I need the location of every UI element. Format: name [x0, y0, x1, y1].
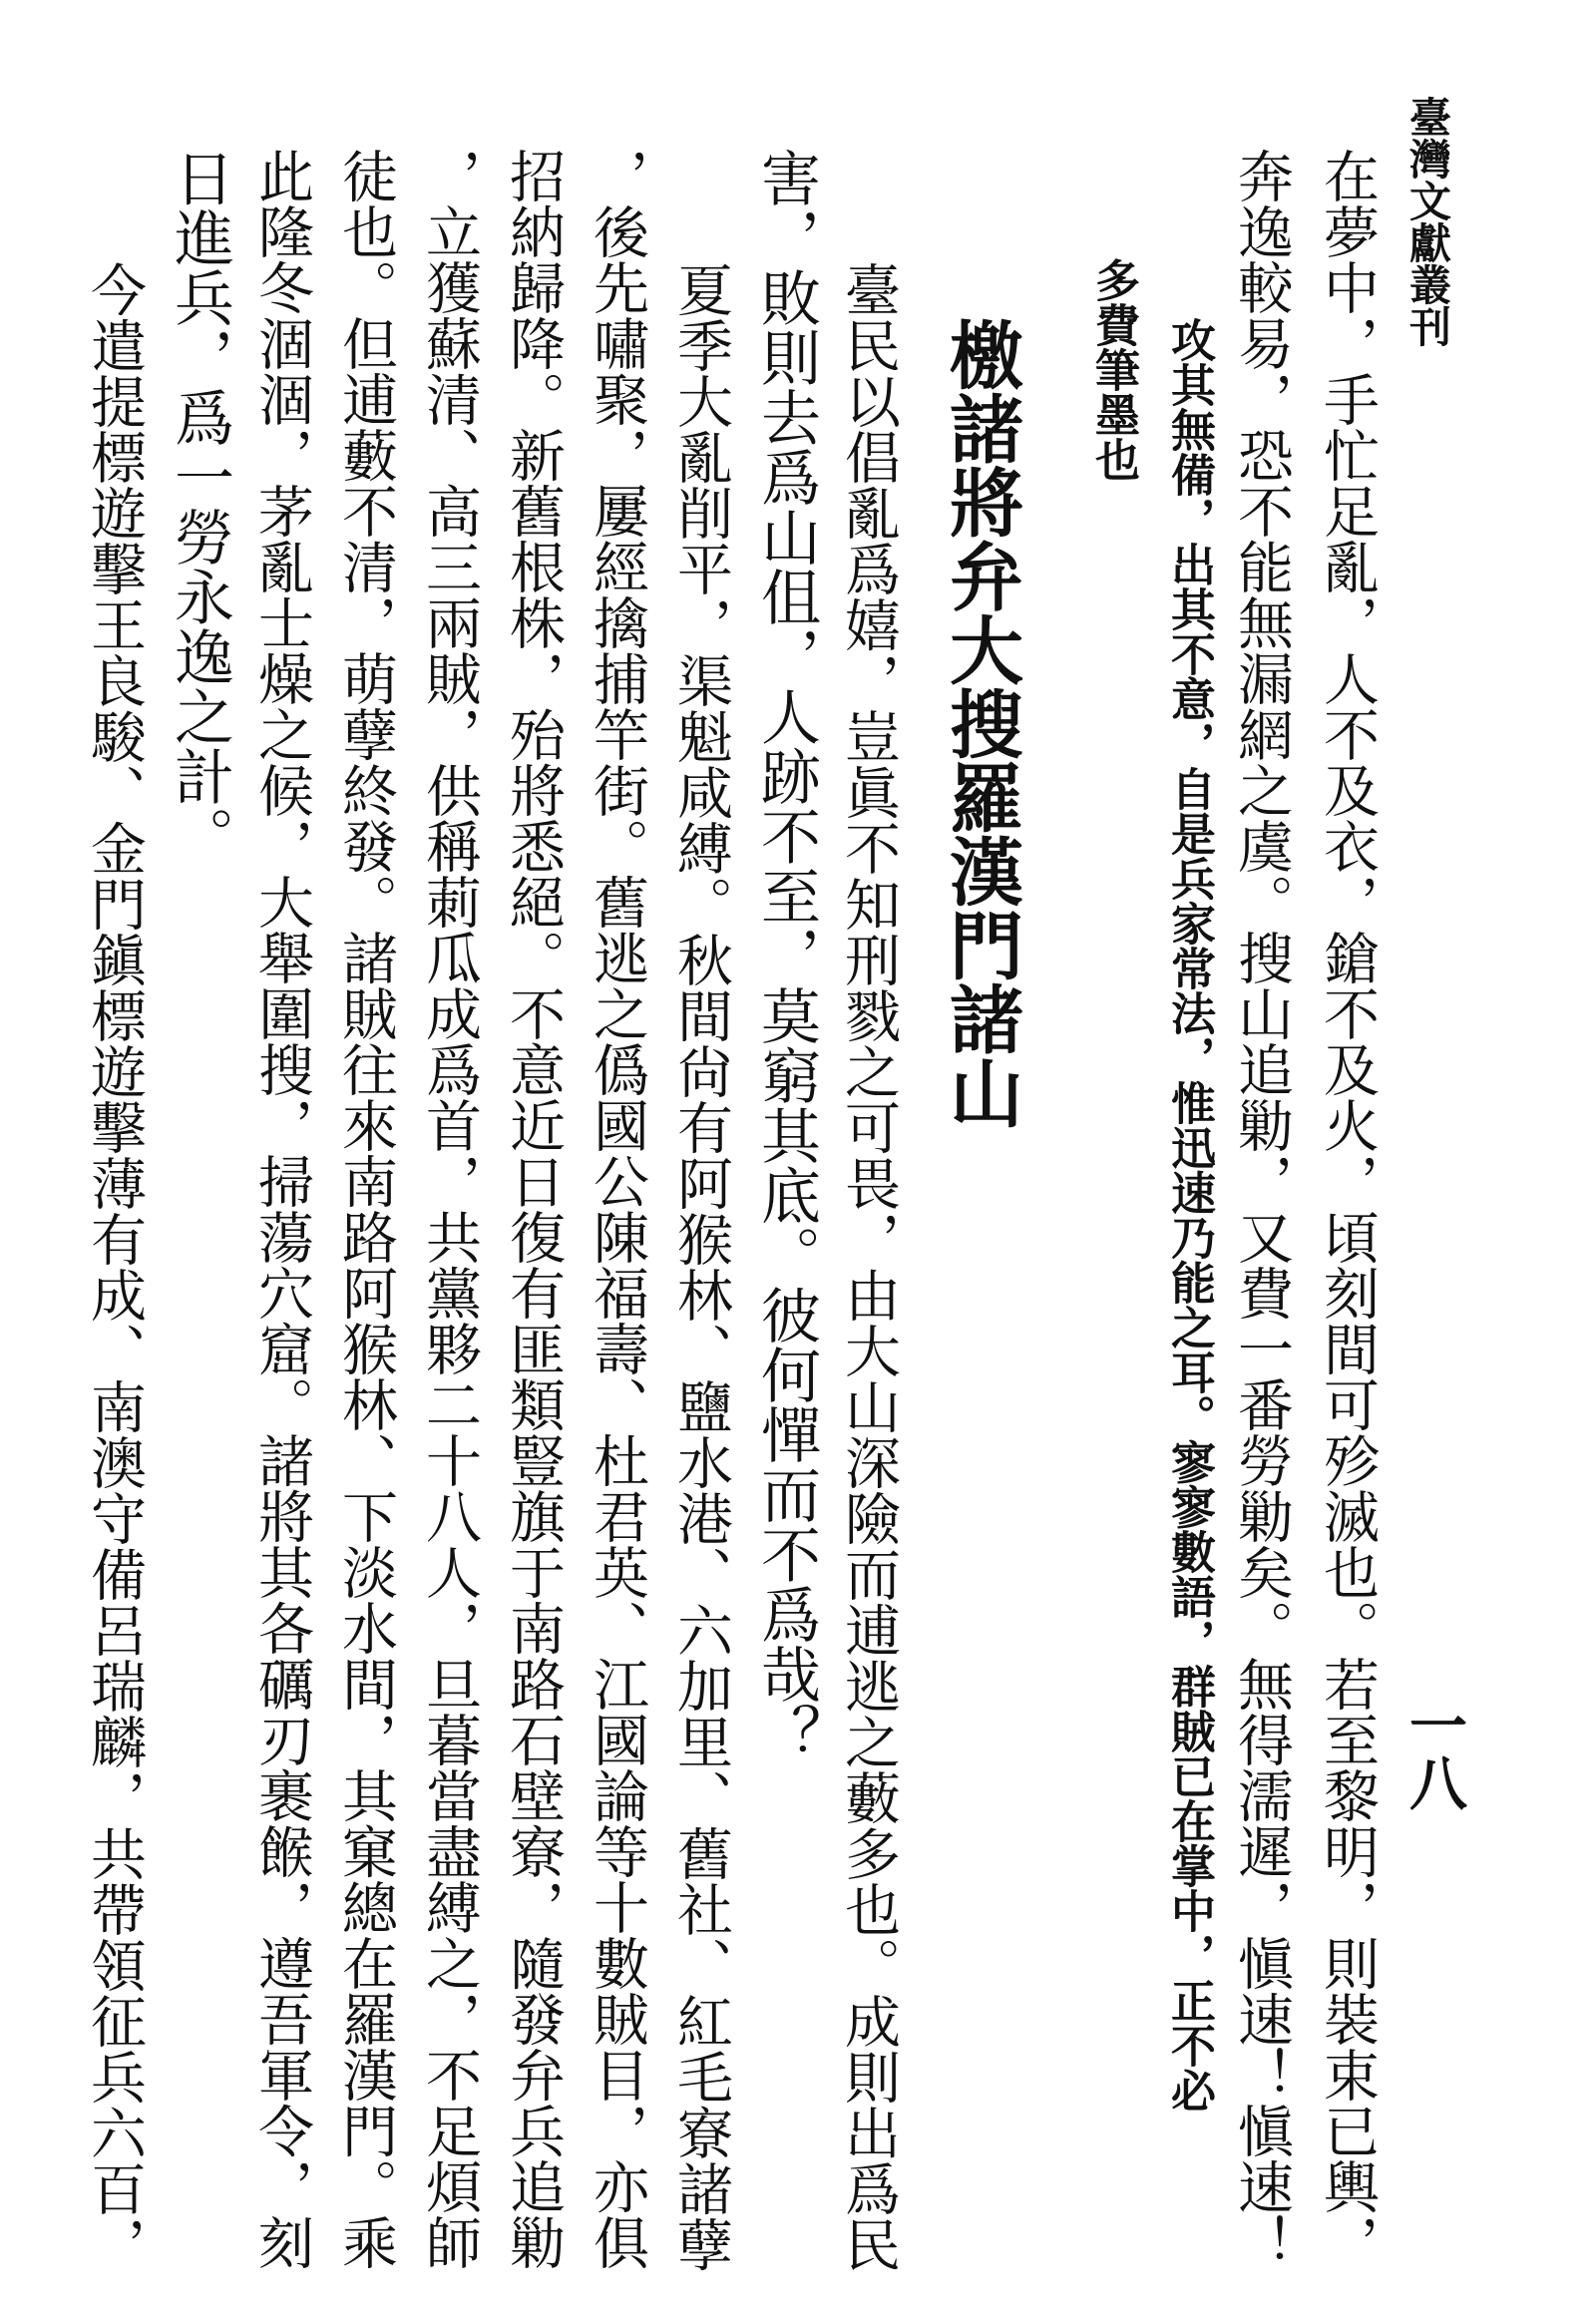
text-column: 此隆冬涸涸，茅亂士燥之候，大舉圍搜，掃蕩穴窟。諸將其各礪刃裹餱，遵吾軍令，刻 [249, 148, 314, 2270]
text-column: 招納歸降。新舊根株，殆將悉絕。不意近日復有匪類豎旗于南路石壁寮，隨發弁兵追勦 [501, 148, 566, 2270]
text-column: 害，敗則去爲山伹，人跡不至，莫窮其底。彼何憚而不爲哉？ [751, 148, 821, 1763]
text-column: 臺民以倡亂爲嬉，豈眞不知刑戮之可畏，由大山深險而逋逃之藪多也。成則出爲民 [836, 261, 901, 2272]
text-column: 奔逸較易，恐不能無漏網之虞。搜山追勦，又費一番勞勦矣。無得濡遲，愼速！愼速！ [1229, 148, 1294, 2270]
text-column: ，後先嘯聚，屢經擒捕竿街。舊逃之僞國公陳福壽、杜君英、江國論等十數賊目，亦俱 [585, 148, 649, 2270]
commentary-note: 多費筆墨也 [1087, 257, 1140, 482]
text-column: 在夢中，手忙足亂，人不及衣，鎗不及火，頃刻間可殄滅也。若至黎明，則裝束已輿， [1315, 148, 1380, 2270]
text-column: 日進兵，爲一勞永逸之計。 [165, 148, 234, 866]
text-column: 今遣提標遊擊王良駿、金門鎭標遊擊薄有成、南澳守備呂瑞麟，共帶領征兵六百， [82, 261, 147, 2272]
text-column: 夏季大亂削平，渠魁咸縛。秋間尙有阿猴林、鹽水港、六加里、舊社、紅毛寮諸孽 [668, 261, 733, 2272]
text-column: 徒也。但逋藪不清，萌孽終發。諸賊往來南路阿猴林、下淡水間，其窠總在羅漢門。乘 [333, 148, 398, 2270]
page-number: 一八 [1399, 1696, 1467, 1811]
section-title: 檄諸將弁大搜羅漢門諸山 [938, 317, 1023, 1129]
commentary-note: 攻其無備，出其不意，自是兵家常法，惟迅速乃能之耳。寥寥數語，群賊已在掌中，正不必 [1163, 317, 1216, 2113]
series-title: 臺灣文獻叢刊 [1403, 96, 1452, 347]
text-column: ，立獲蘇清、高三兩賊，供稱莿瓜成爲首，共黨夥二十八人，旦暮當盡縛之，不足煩師 [417, 148, 482, 2270]
